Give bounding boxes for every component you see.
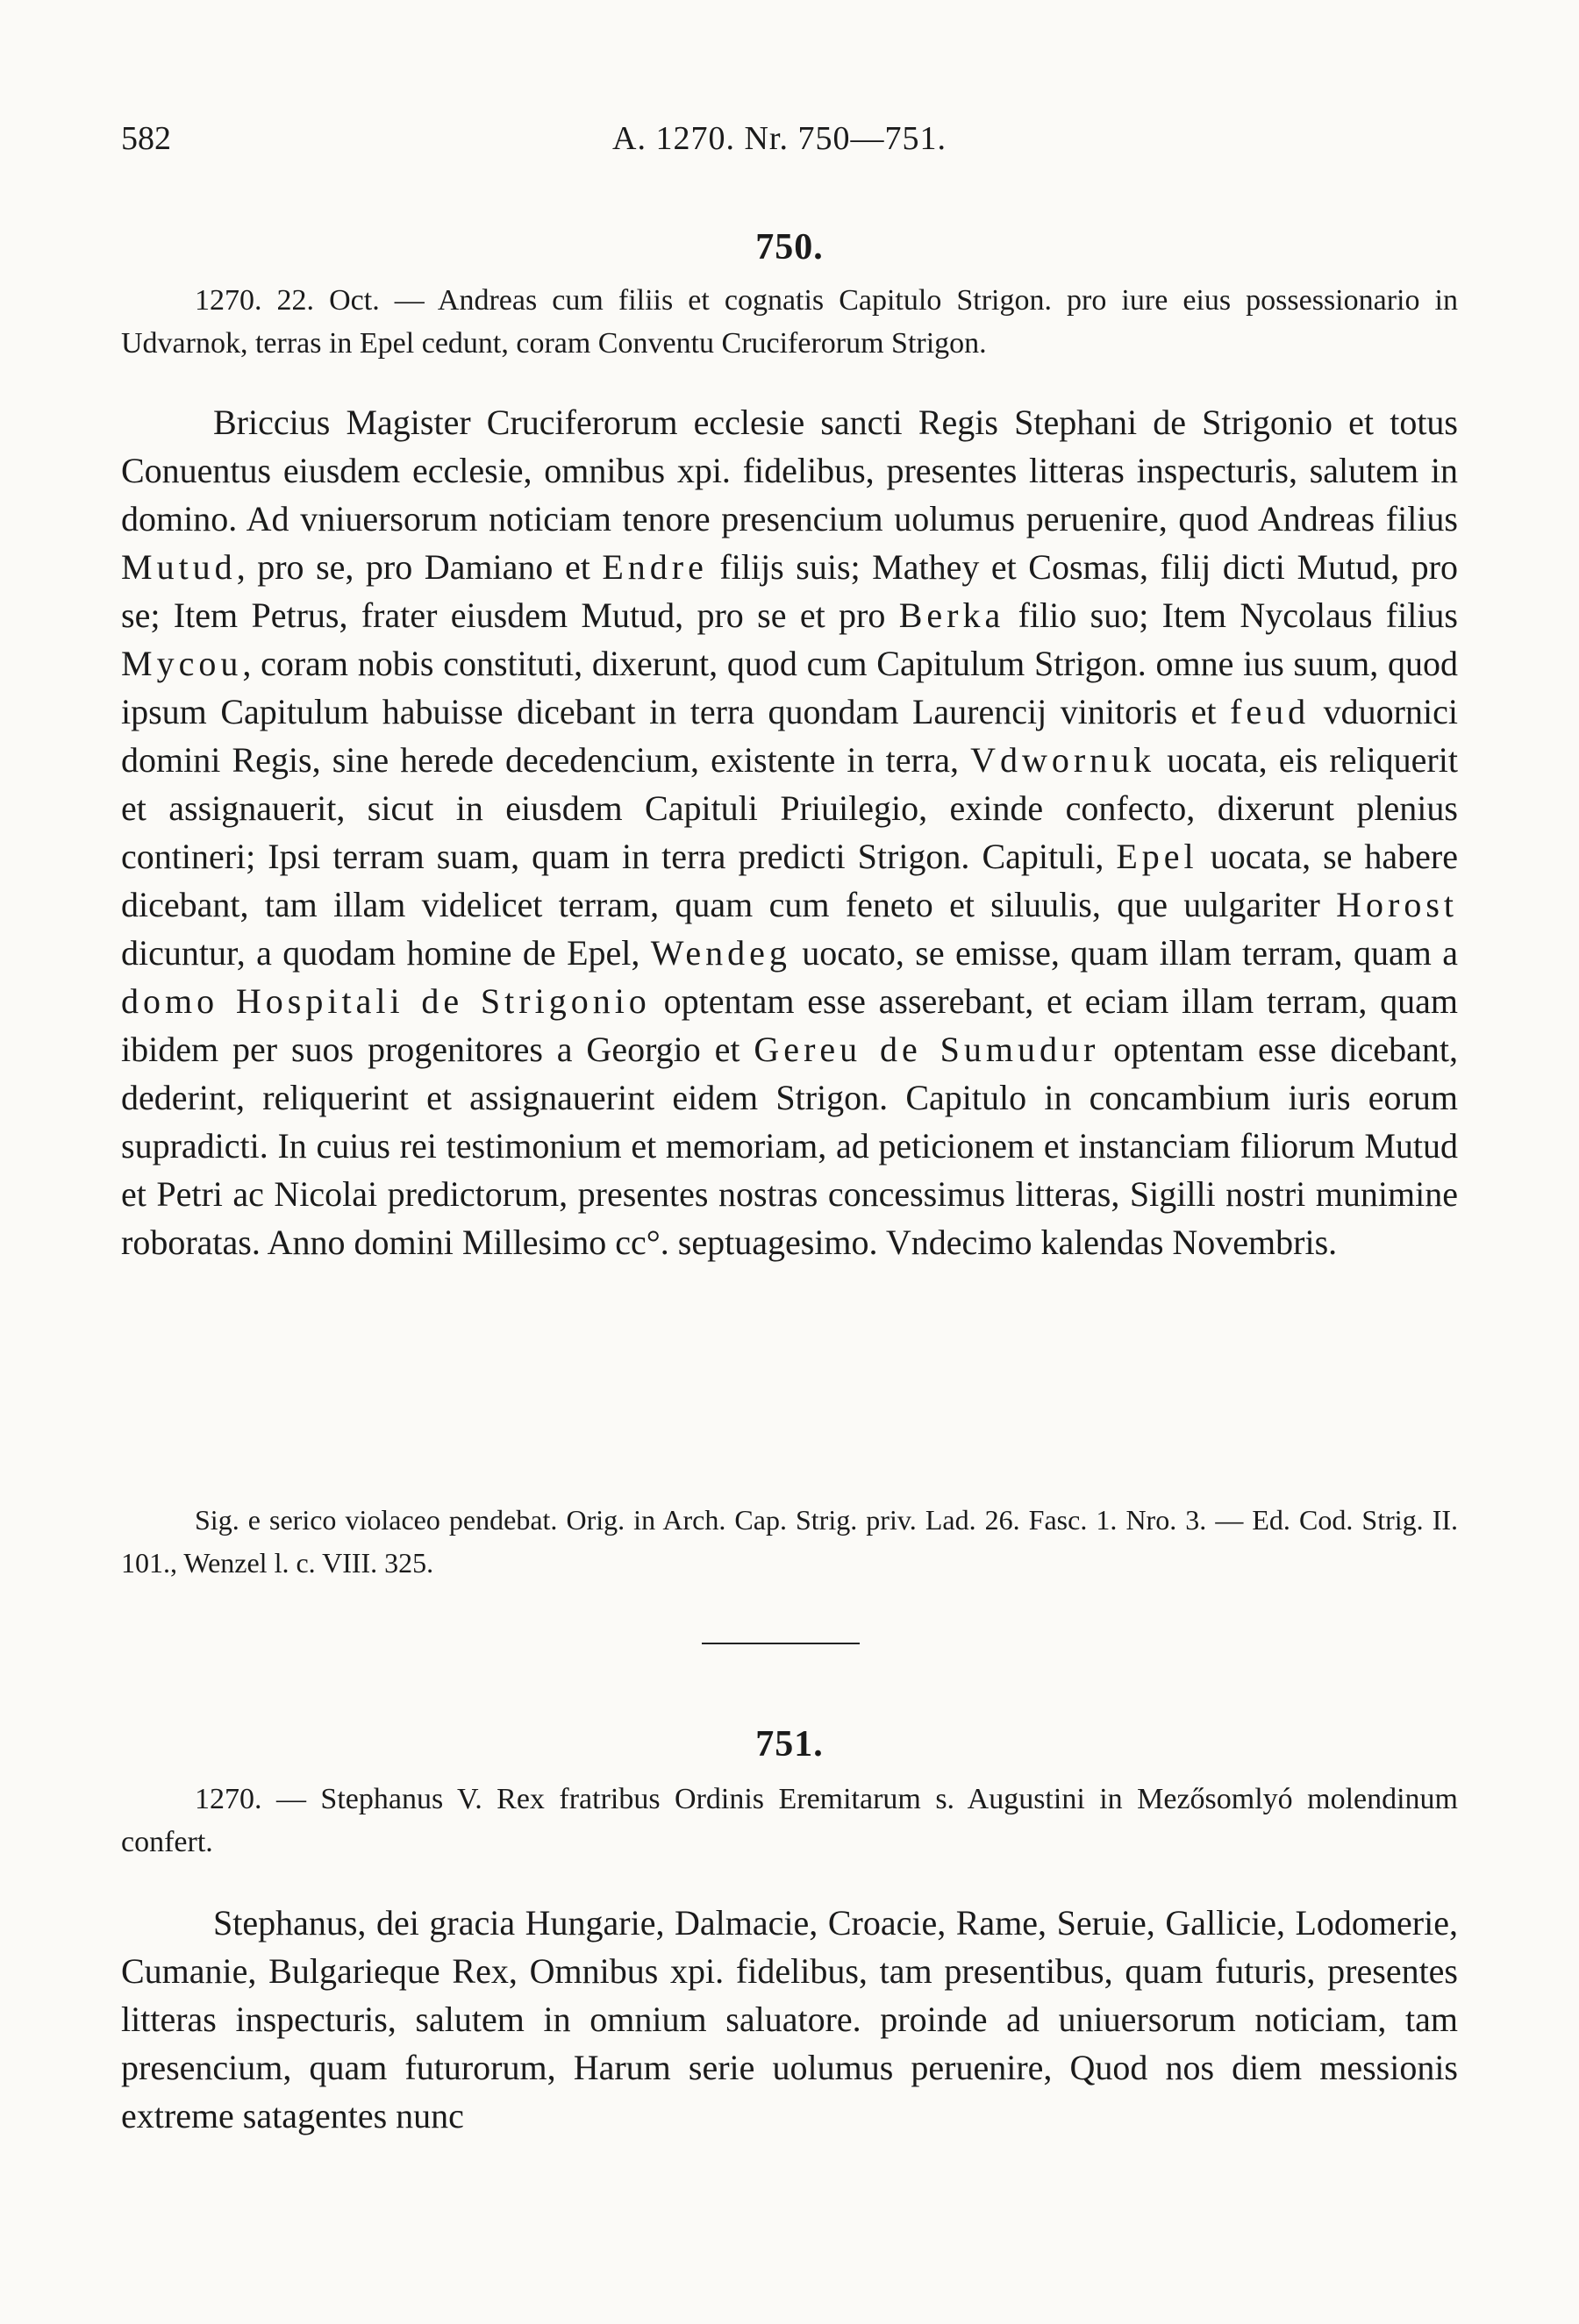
text-segment: dicuntur, a quodam homine de Epel, <box>121 933 651 973</box>
text-segment: uocata, eis reliquerit et assignauerit, sicut in eiusdem Capituli Priuilegio, exinde confecto, dixerunt plenius contineri; Ipsi terram suam, quam in terra predicti Strigon. Capituli, <box>121 740 1458 876</box>
text-segment: Briccius Magister Cruciferorum ecclesie sancti Regis Stephani de Strigonio et totus Conuentus eiusdem ecclesie, omnibus xpi. fidelibus, presentes litteras inspecturis, salutem in domino. Ad vniuersorum noticiam tenore presencium uolumus peruenire, quod Andreas filius <box>121 403 1458 538</box>
charter-summary-750: 1270. 22. Oct. — Andreas cum filiis et cognatis Capitulo Strigon. pro iure eius possessionario in Udvarnok, terras in Epel cedunt, coram Conventu Cruciferorum Strigon. <box>121 284 1458 360</box>
spaced-name: feud <box>1230 692 1311 731</box>
text-segment: , pro se, pro Damiano et <box>236 547 603 587</box>
spaced-name: domo Hospitali de Strigonio <box>121 981 651 1021</box>
spaced-name: Epel <box>1116 837 1198 876</box>
running-title: A. 1270. Nr. 750—751. <box>612 120 947 157</box>
text-segment: filijs suis; Mathey et Cosmas, filij dicti Mutud, pro se; Item Petrus, frater eiusdem Mutud, pro se et pro <box>121 547 1458 635</box>
section-separator <box>702 1643 860 1644</box>
spaced-name: Mycou <box>121 644 243 683</box>
charter-note-750: Sig. e serico violaceo pendebat. Orig. in Arch. Cap. Strig. priv. Lad. 26. Fasc. 1. Nro. 3. — Ed. Cod. Strig. II. 101., Wenzel l. c. VIII. 325. <box>121 1504 1458 1579</box>
charter-number-750: 750. <box>755 227 824 267</box>
spaced-name: Berka <box>898 595 1005 635</box>
text-segment: uocata, se habere dicebant, tam illam videlicet terram, quam cum feneto et siluulis, que uulgariter <box>121 837 1458 924</box>
charter-number-751: 751. <box>755 1724 824 1764</box>
spaced-name: Mutud <box>121 547 237 587</box>
spaced-name: Wendeg <box>650 933 791 973</box>
charter-summary-751: 1270. — Stephanus V. Rex fratribus Ordinis Eremitarum s. Augustini in Mezősomlyó molendinum confert. <box>121 1783 1458 1858</box>
text-segment: optentam esse dicebant, dederint, reliquerint et assignauerint eidem Strigon. Capitulo in concambium iuris eorum supradicti. In cuius rei testimonium et memoriam, ad peticionem et instanciam filiorum Mutud et Petri ac Nicolai predictorum, presentes nostras concessimus litteras, Sigilli nostri munimine roboratas. Anno domini Millesimo cc°. septuagesimo. Vndecimo kalendas Novembris. <box>121 1030 1458 1262</box>
spaced-name: Endre <box>602 547 708 587</box>
spaced-name: Vdwornuk <box>970 740 1156 780</box>
text-segment: filio suo; Item Nycolaus filius <box>1004 595 1458 635</box>
page-header <box>121 119 1458 163</box>
text-segment: uocato, se emisse, quam illam terram, quam a <box>790 933 1458 973</box>
text-segment: , coram nobis constituti, dixerunt, quod cum Capitulum Strigon. omne ius suum, quod ipsum Capitulum habuisse dicebant in terra quondam Laurencij vinitoris et <box>121 644 1458 731</box>
text-segment: optentam esse asserebant, et eciam illam terram, quam ibidem per suos progenitores a Georgio et <box>121 981 1459 1069</box>
text-segment: vduornici domini Regis, sine herede decedencium, existente in terra, <box>121 692 1458 780</box>
spaced-name: Horost <box>1336 885 1458 924</box>
text-segment: Stephanus, dei gracia Hungarie, Dalmacie, Croacie, Rame, Seruie, Gallicie, Lodomerie, Cumanie, Bulgarieque Rex, Omnibus xpi. fidelibus, tam presentibus, quam futuris, presentes litteras inspecturis, salutem in omnium saluatore. proinde ad uniuersorum noticiam, tam presencium, quam futurorum, Harum serie uolumus peruenire, Quod nos diem messionis extreme satagentes nunc <box>121 1903 1458 2135</box>
charter-text-750 <box>121 398 1458 1266</box>
spaced-name: Gereu de Sumudur <box>754 1030 1100 1069</box>
charter-text-751 <box>121 1899 1458 2140</box>
page-number: 582 <box>121 120 171 157</box>
